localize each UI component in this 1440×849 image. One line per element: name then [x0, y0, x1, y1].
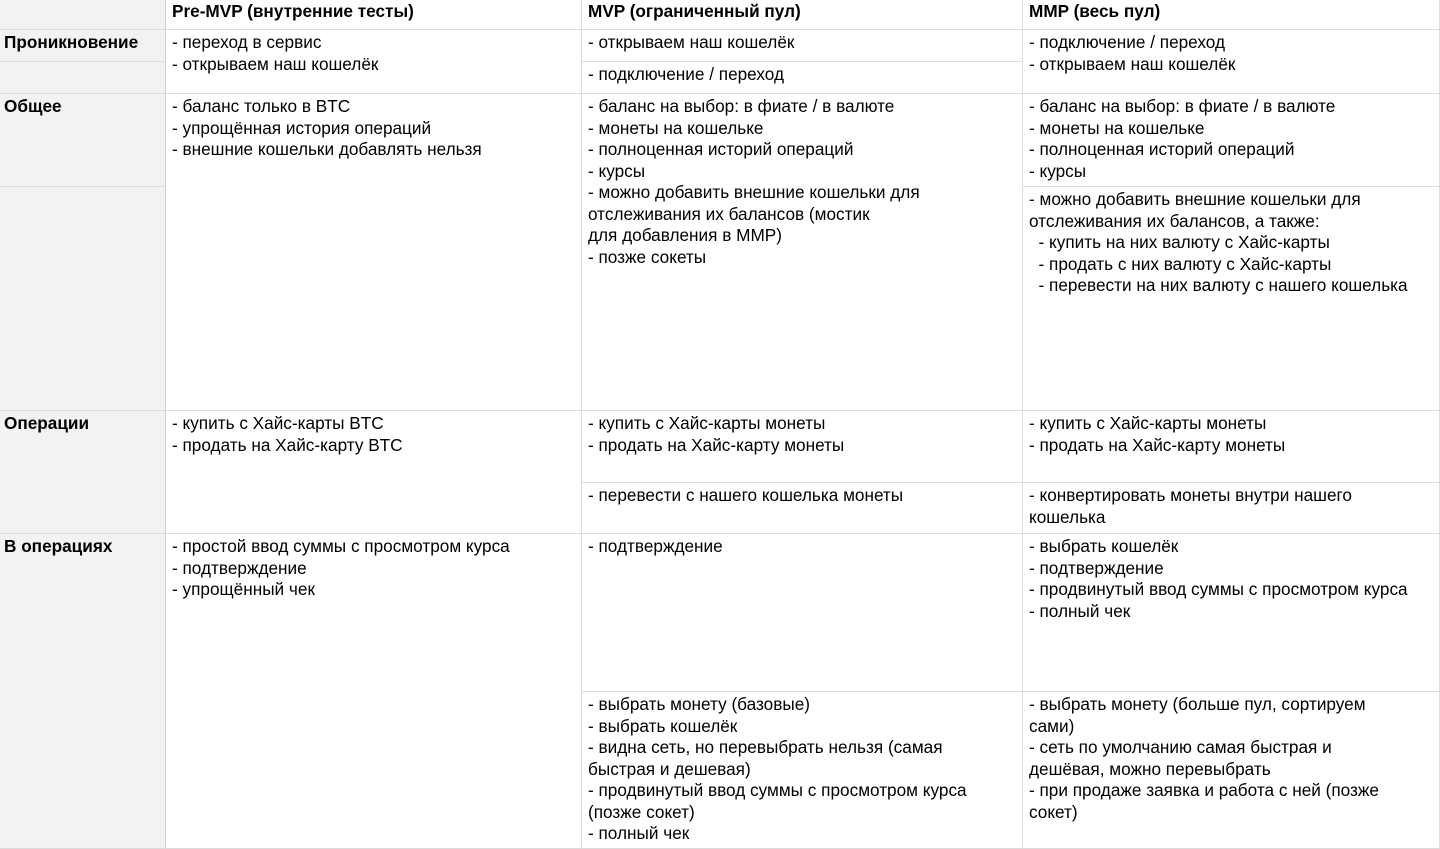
cell-penetration-mmp[interactable]: - подключение / переход - открываем наш кошелёк: [1023, 30, 1440, 94]
header-mmp[interactable]: MMP (весь пул): [1023, 0, 1440, 30]
cell-penetration-mvp-b[interactable]: - подключение / переход: [582, 62, 1023, 94]
cell-general-mmp-a[interactable]: - баланс на выбор: в фиате / в валюте - монеты на кошельке - полноценная историй операций - курсы: [1023, 94, 1440, 187]
cell-operations-mvp-a[interactable]: - купить с Хайс-карты монеты - продать на Хайс-карту монеты: [582, 411, 1023, 483]
row-label-penetration[interactable]: Проникновение: [0, 30, 166, 62]
row-label-general-sub[interactable]: [0, 187, 166, 411]
cell-operations-mmp-b[interactable]: - конвертировать монеты внутри нашего кошелька: [1023, 483, 1440, 534]
header-mvp[interactable]: MVP (ограниченный пул): [582, 0, 1023, 30]
cell-general-mmp-b[interactable]: - можно добавить внешние кошельки для отслеживания их балансов, а также: - купить на них валюту с Хайс-карты - продать с них валюту с Хайс-карты - перевести на них валюту с нашего кошелька: [1023, 187, 1440, 411]
cell-in-operations-pre-mvp[interactable]: - простой ввод суммы с просмотром курса - подтверждение - упрощённый чек: [166, 534, 582, 849]
row-label-operations[interactable]: Операции: [0, 411, 166, 534]
row-label-in-operations[interactable]: В операциях: [0, 534, 166, 849]
row-label-general[interactable]: Общее: [0, 94, 166, 187]
cell-operations-mvp-b[interactable]: - перевести с нашего кошелька монеты: [582, 483, 1023, 534]
header-pre-mvp[interactable]: Pre-MVP (внутренние тесты): [166, 0, 582, 30]
cell-in-operations-mvp-a[interactable]: - подтверждение: [582, 534, 1023, 692]
cell-operations-mmp-a[interactable]: - купить с Хайс-карты монеты - продать на Хайс-карту монеты: [1023, 411, 1440, 483]
cell-operations-pre-mvp[interactable]: - купить с Хайс-карты BTC - продать на Хайс-карту BTC: [166, 411, 582, 534]
cell-general-pre-mvp[interactable]: - баланс только в BTC - упрощённая история операций - внешние кошельки добавлять нельзя: [166, 94, 582, 411]
cell-penetration-mvp-a[interactable]: - открываем наш кошелёк: [582, 30, 1023, 62]
cell-general-mvp[interactable]: - баланс на выбор: в фиате / в валюте - монеты на кошельке - полноценная историй операций - курсы - можно добавить внешние кошельки для отслеживания их балансов (мостик для добавления в MMP) - позже сокеты: [582, 94, 1023, 411]
cell-in-operations-mvp-b[interactable]: - выбрать монету (базовые) - выбрать кошелёк - видна сеть, но перевыбрать нельзя (самая быстрая и дешевая) - продвинутый ввод суммы с просмотром курса (позже сокет) - полный чек: [582, 692, 1023, 849]
row-label-penetration-sub[interactable]: [0, 62, 166, 94]
cell-in-operations-mmp-a[interactable]: - выбрать кошелёк - подтверждение - продвинутый ввод суммы с просмотром курса - полный чек: [1023, 534, 1440, 692]
cell-penetration-pre-mvp[interactable]: - переход в сервис - открываем наш кошелёк: [166, 30, 582, 94]
header-corner-cell: [0, 0, 166, 30]
cell-in-operations-mmp-b[interactable]: - выбрать монету (больше пул, сортируем сами) - сеть по умолчанию самая быстрая и дешёвая, можно перевыбрать - при продаже заявка и работа с ней (позже сокет): [1023, 692, 1440, 849]
